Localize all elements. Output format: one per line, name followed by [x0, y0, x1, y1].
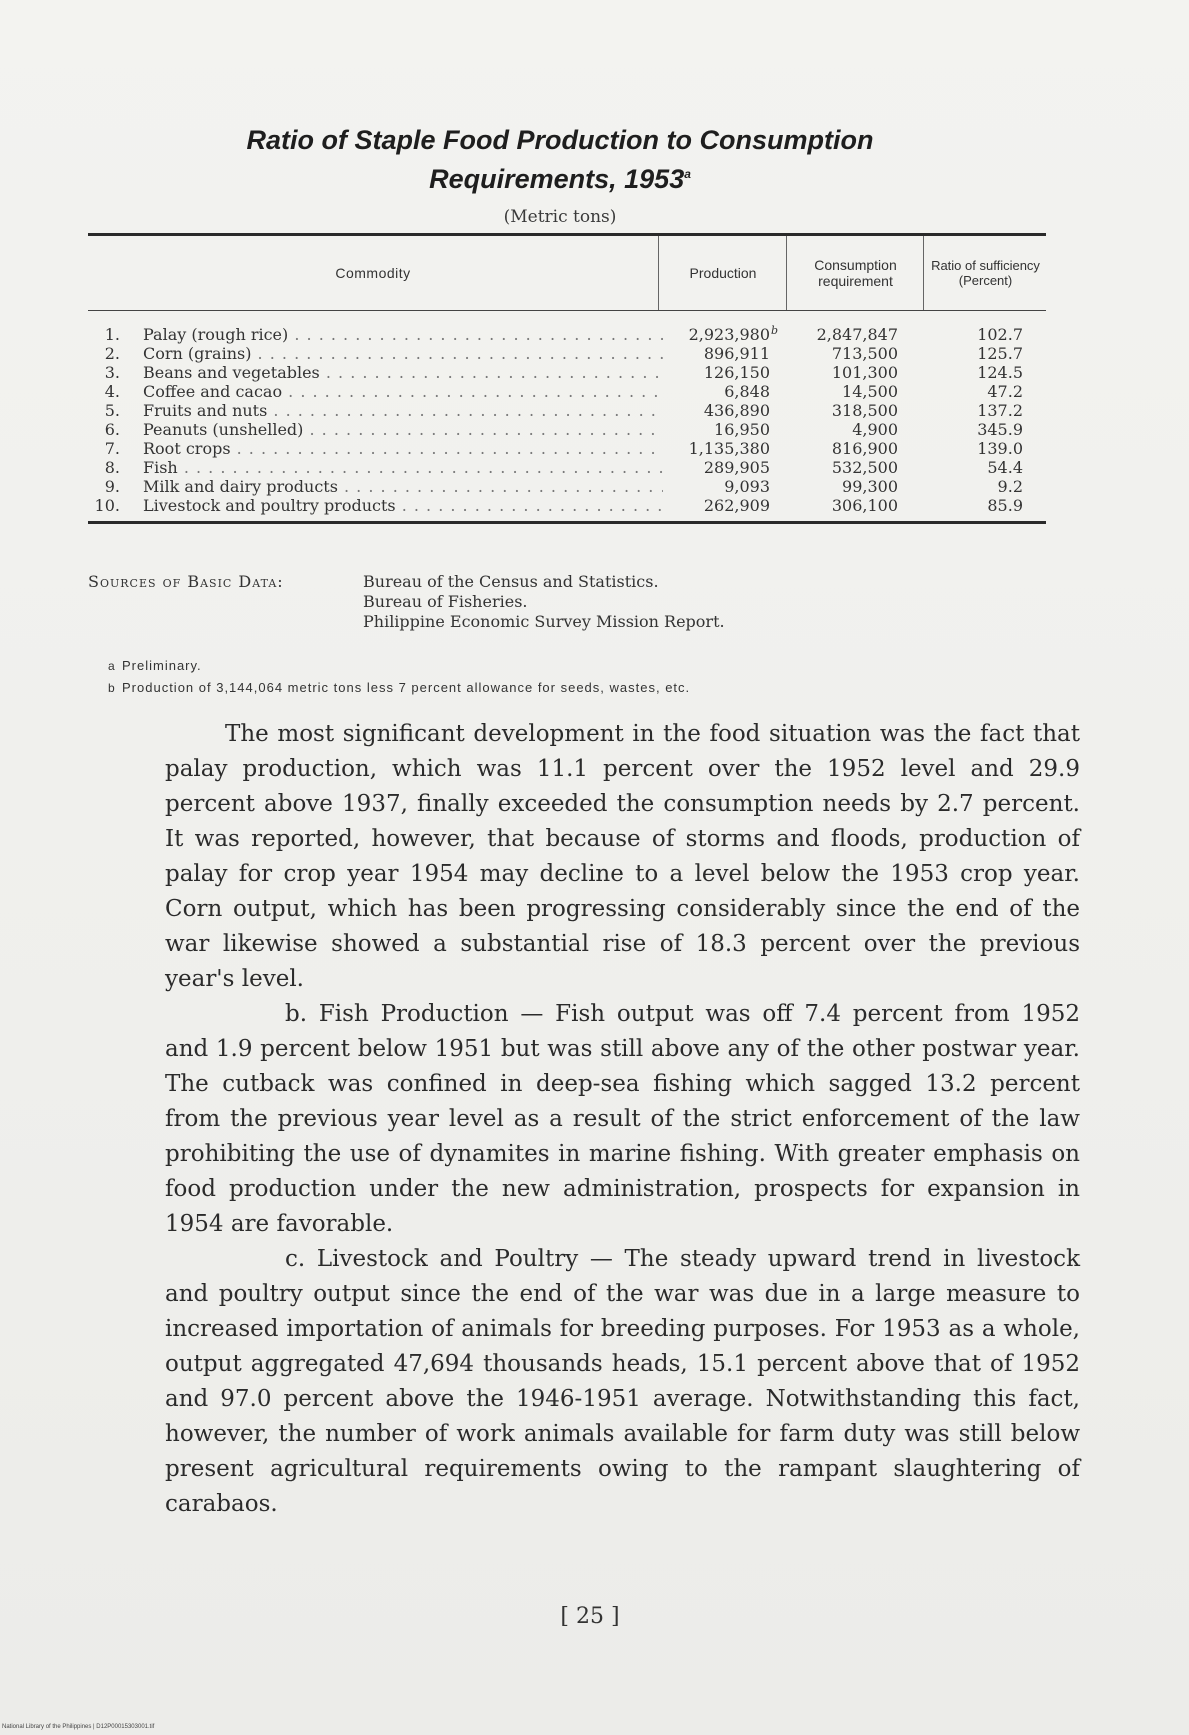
ratio-value: 345.9 — [977, 420, 1023, 439]
ratio-value: 124.5 — [977, 363, 1023, 382]
commodity-name: Peanuts (unshelled) . . . — [143, 420, 663, 439]
production-value: 289,905 — [703, 458, 770, 477]
ratio-value: 102.7 — [977, 325, 1023, 344]
consumption-value: 101,300 — [831, 363, 898, 382]
header-commodity: Commodity — [335, 265, 411, 281]
footnote-text: Production of 3,144,064 metric tons less 7 percent allowance for seeds, wastes, etc. — [122, 680, 691, 695]
sources-label: Sources of Basic Data: — [88, 572, 284, 591]
production-value: 2,923,980 b — [658, 325, 770, 344]
table-row — [88, 344, 1046, 363]
footnotes — [108, 655, 1008, 699]
table-title: Ratio of Staple Food Production to Consumption Requirements, 1953$^a$ — [246, 125, 874, 194]
table-subtitle: (Metric tons) — [503, 207, 617, 227]
footnote-mark: a — [108, 659, 116, 673]
source-item: Philippine Economic Survey Mission Report. — [363, 612, 725, 631]
consumption-value: 532,500 — [831, 458, 898, 477]
header-consumption: Consumption requirement — [786, 236, 924, 310]
footnote-text: Preliminary. — [122, 658, 202, 673]
production-value: 262,909 — [703, 496, 770, 515]
row-number: 9. — [104, 477, 120, 496]
consumption-value: 2,847,847 — [816, 325, 898, 344]
footnote — [108, 677, 1008, 699]
data-table — [88, 233, 1046, 524]
production-value: 1,135,380 — [688, 439, 770, 458]
row-number: 6. — [104, 420, 120, 439]
commodity-name: Fish . . . — [143, 458, 663, 477]
ratio-value: 137.2 — [977, 401, 1023, 420]
row-number: 1. — [104, 325, 120, 344]
footnote — [108, 655, 1008, 677]
ratio-value: 125.7 — [977, 344, 1023, 363]
commodity-name: Livestock and poultry products . . . — [143, 496, 663, 515]
ratio-value: 9.2 — [997, 477, 1023, 496]
row-number: 8. — [104, 458, 120, 477]
ratio-value: 54.4 — [987, 458, 1023, 477]
table-row — [88, 325, 1046, 344]
table-row — [88, 382, 1046, 401]
header-production: Production — [658, 236, 787, 310]
consumption-value: 99,300 — [842, 477, 898, 496]
consumption-value: 318,500 — [831, 401, 898, 420]
consumption-value: 306,100 — [831, 496, 898, 515]
commodity-name: Root crops . . . — [143, 439, 663, 458]
production-value: 126,150 — [703, 363, 770, 382]
ratio-value: 47.2 — [987, 382, 1023, 401]
production-value: 436,890 — [703, 401, 770, 420]
production-value: 896,911 — [703, 344, 770, 363]
row-number: 3. — [104, 363, 120, 382]
production-value: 9,093 — [724, 477, 770, 496]
page-number: [ 25 ] — [560, 1604, 620, 1629]
paragraph: b. Fish Production — Fish output was off 7.4 percent from 1952 and 1.9 percent below 1951 but was still above any of the other postwar year. The cutback was confined in deep-sea fishing which sagged 13.2 percent from the previous year level as a result of the strict enforcement of the law prohibiting the use of dynamites in marine fishing. With greater emphasis on food production under the new administration, prospects for expansion in 1954 are favorable. — [165, 1001, 1080, 1237]
table-header — [88, 236, 1046, 311]
title-footnote-mark: a — [684, 167, 691, 181]
commodity-name: Corn (grains) . . . — [143, 344, 663, 363]
consumption-value: 713,500 — [831, 344, 898, 363]
source-item: Bureau of the Census and Statistics. — [363, 572, 659, 591]
source-item: Bureau of Fisheries. — [363, 592, 528, 611]
consumption-value: 14,500 — [842, 382, 898, 401]
consumption-value: 816,900 — [831, 439, 898, 458]
production-value: 6,848 — [724, 382, 770, 401]
ratio-value: 85.9 — [987, 496, 1023, 515]
table-row — [88, 458, 1046, 477]
row-number: 2. — [104, 344, 120, 363]
commodity-name: Milk and dairy products . . . — [143, 477, 663, 496]
scan-footer: National Library of the Philippines | D12P00015303001.tif — [2, 1724, 155, 1730]
commodity-name: Coffee and cacao . . . — [143, 382, 663, 401]
commodity-name: Fruits and nuts . . . — [143, 401, 663, 420]
consumption-value: 4,900 — [852, 420, 898, 439]
paragraph: c. Livestock and Poultry — The steady upward trend in livestock and poultry output since the end of the war was due in a large measure to increased importation of animals for breeding purposes. For 1953 as a whole, output aggregated 47,694 thousands heads, 15.1 percent above that of 1952 and 97.0 percent above the 1946-1951 average. Notwithstanding this fact, however, the number of work animals available for farm duty was still below present agricultural requirements owing to the rampant slaughtering of carabaos. — [165, 1246, 1080, 1517]
row-number: 7. — [104, 439, 120, 458]
commodity-name: Palay (rough rice) . . . — [143, 325, 663, 344]
header-ratio: Ratio of sufficiency (Percent) — [923, 236, 1047, 310]
row-number: 5. — [104, 401, 120, 420]
body-text — [165, 717, 1080, 1522]
paragraph: The most significant development in the food situation was the fact that palay production, which was 11.1 percent over the 1952 level and 29.9 percent above 1937, finally exceeded the consumption needs by 2.7 percent. It was reported, however, that because of storms and floods, production of palay for crop year 1954 may decline to a level below the 1953 crop year. Corn output, which has been progressing considerably since the end of the war likewise showed a substantial rise of 18.3 percent over the previous year's level. — [165, 721, 1080, 992]
table-row — [88, 439, 1046, 458]
table-row — [88, 477, 1046, 496]
commodity-name: Beans and vegetables . . . — [143, 363, 663, 382]
row-number: 4. — [104, 382, 120, 401]
table-row — [88, 401, 1046, 420]
table-row — [88, 496, 1046, 515]
footnote-mark: b — [108, 681, 116, 695]
table-row — [88, 363, 1046, 382]
ratio-value: 139.0 — [977, 439, 1023, 458]
table-row — [88, 420, 1046, 439]
production-footnote-mark: b — [771, 324, 779, 337]
table-body — [88, 311, 1046, 521]
production-value: 16,950 — [714, 420, 770, 439]
sources-list — [363, 572, 963, 632]
row-number: 10. — [94, 496, 120, 515]
